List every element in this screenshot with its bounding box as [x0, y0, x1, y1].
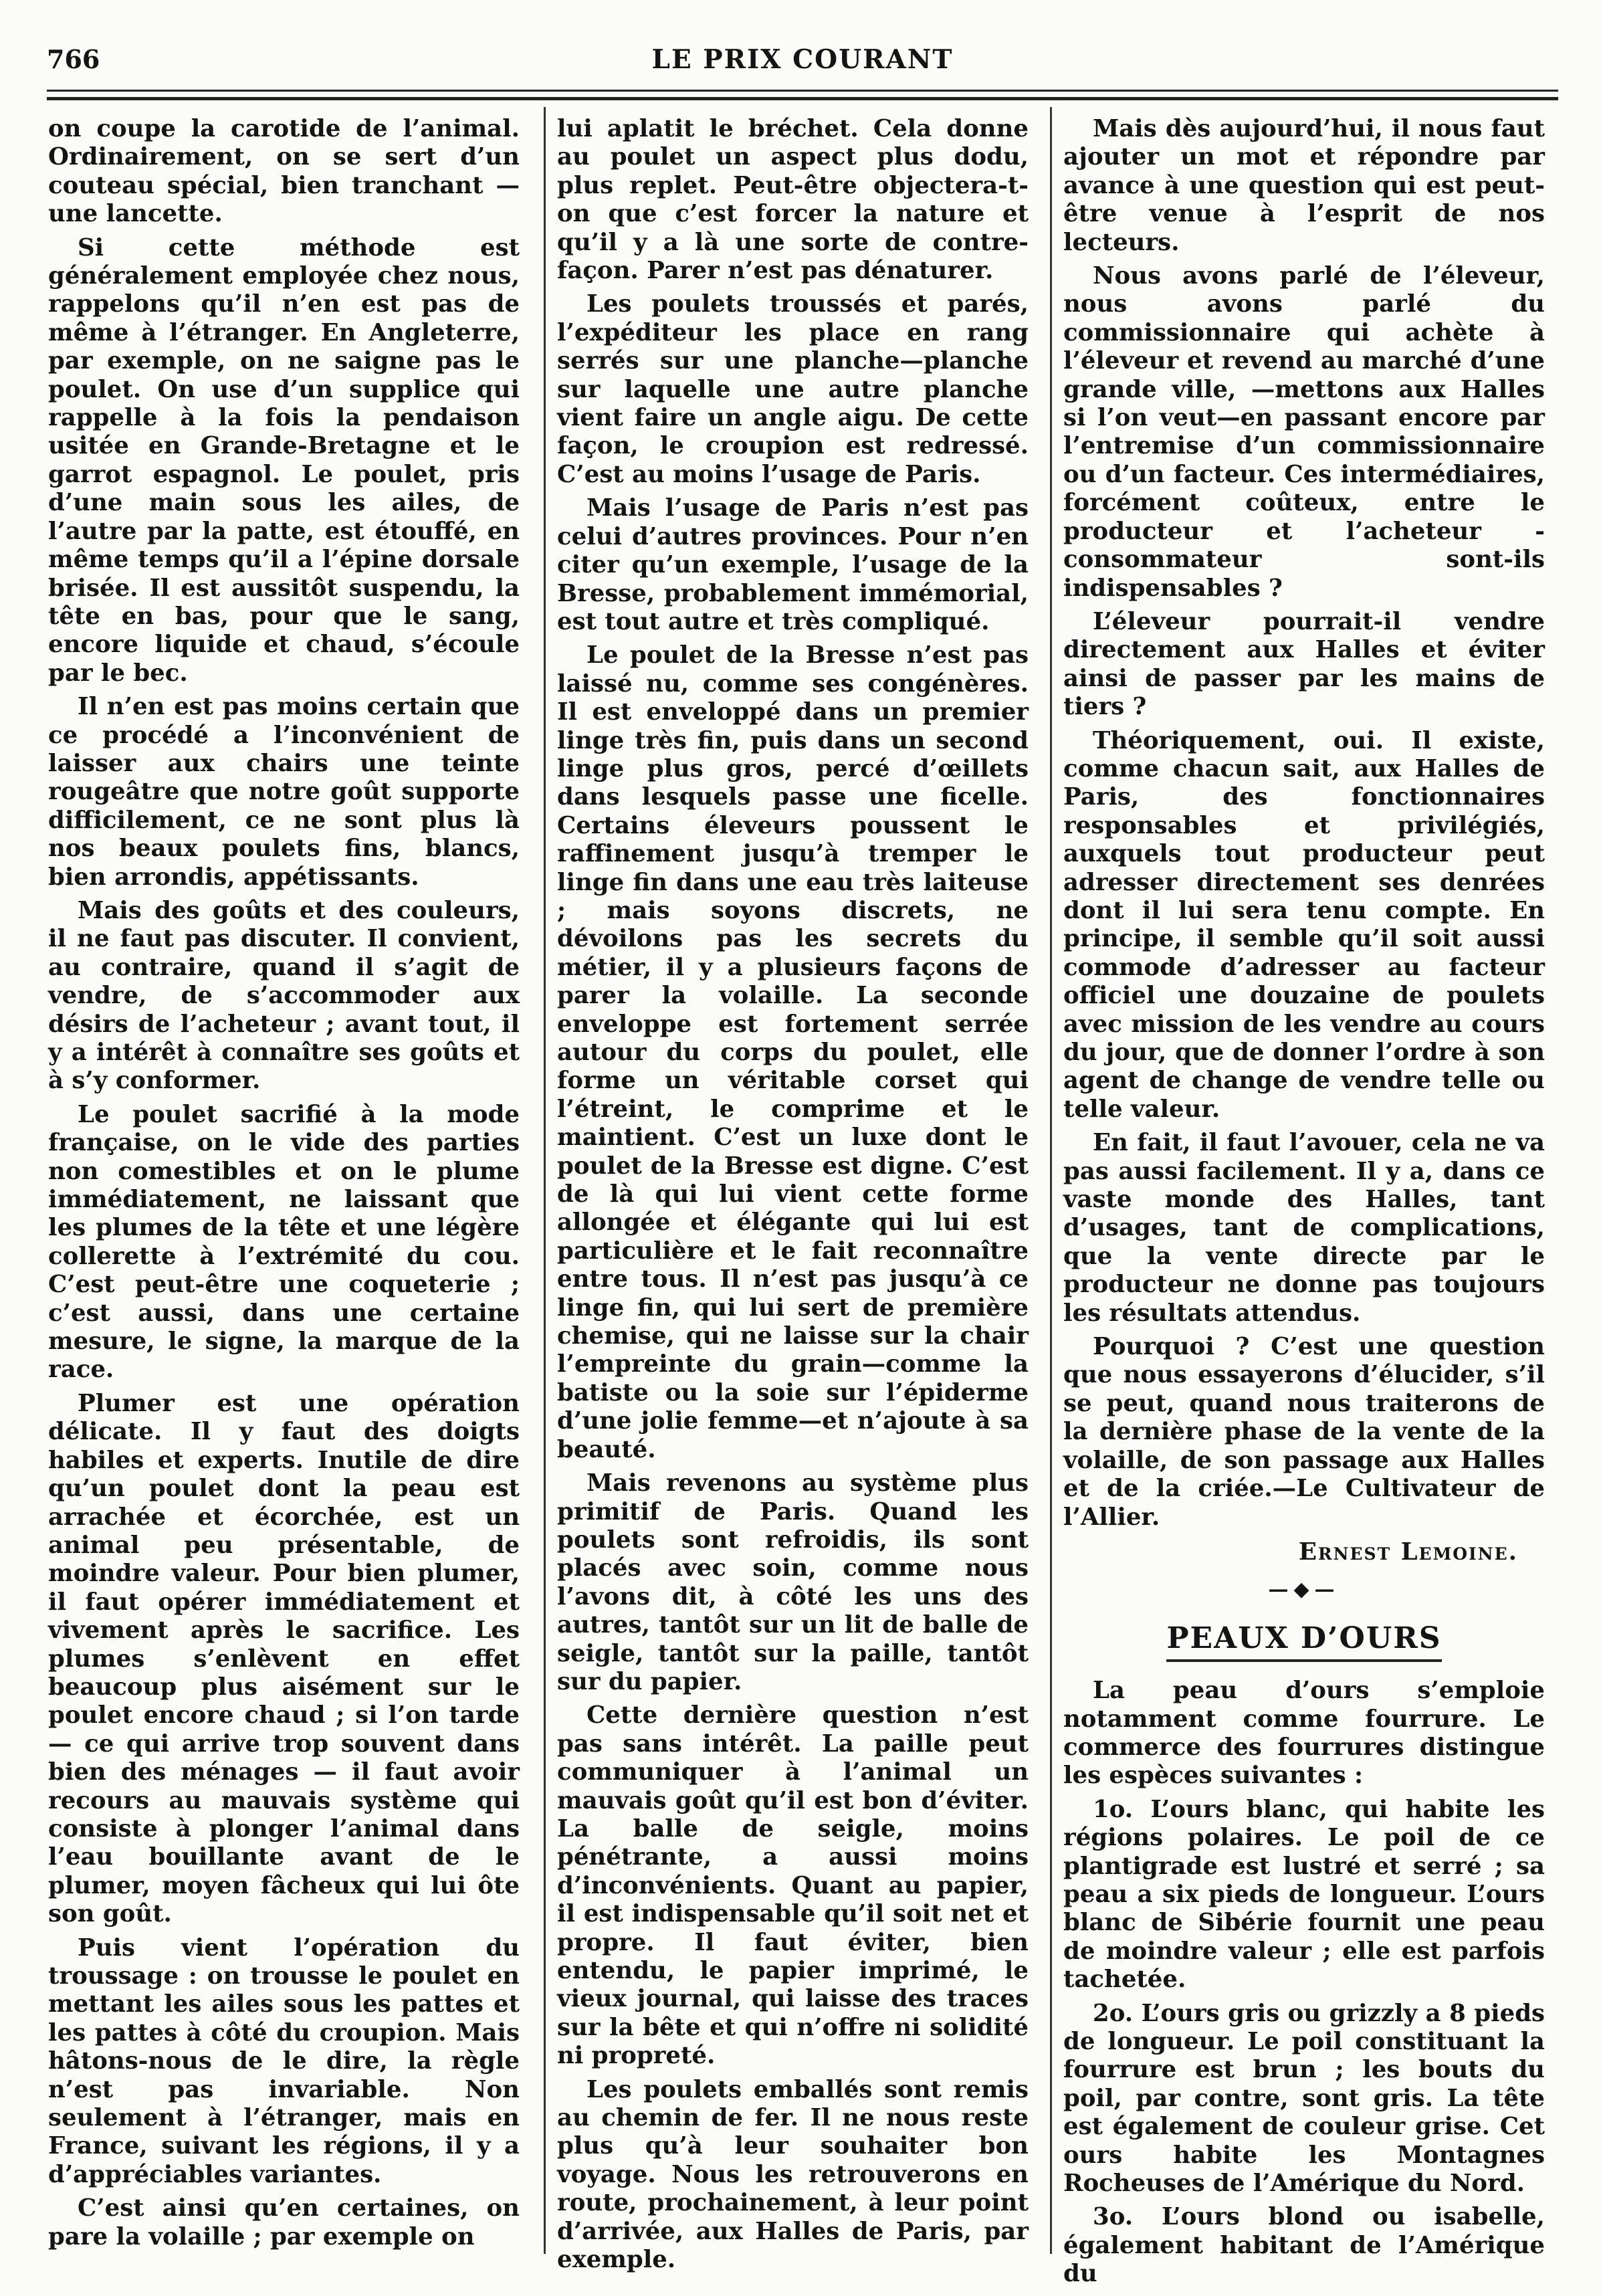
paragraph: Pourquoi ? C’est une question que nous essayerons d’élucider, s’il se peut, quand nous traiterons de la dernière phase de la vente de la volaille, de son passage aux Halles et de la criée.—Le Cultivateur de l’Allier. — [1063, 1333, 1545, 1531]
paragraph: Il n’en est pas moins certain que ce procédé a l’inconvénient de laisser aux chairs une teinte rougeâtre que notre goût supporte difficilement, ce ne sont plus là nos beaux poulets fins, blancs, bien arrondis, appétissants. — [48, 693, 520, 891]
paragraph: Mais dès aujourd’hui, il nous faut ajouter un mot et répondre par avance à une question qui est peut-être venue à l’esprit de nos lecteurs. — [1063, 115, 1545, 256]
column-1 — [48, 115, 520, 2249]
column-divider-2 — [1050, 107, 1052, 2254]
paragraph: Puis vient l’opération du troussage : on trousse le poulet en mettant les ailes sous les pattes et les pattes à côté du croupion. Mais hâtons-nous de le dire, la règle n’est pas invariable. Non seulement à l’étranger, mais en France, suivant les régions, il y a d’appréciables variantes. — [48, 1934, 520, 2188]
paragraph: Nous avons parlé de l’éleveur, nous avons parlé du commissionnaire qui achète à l’éleveur et revend au marché d’une grande ville, —mettons aux Halles si l’on veut—en passant encore par l’entremise d’un commissionnaire ou d’un facteur. Ces intermédiaires, forcément coûteux, entre le producteur et l’acheteur - consommateur sont-ils indispensables ? — [1063, 262, 1545, 602]
paragraph: 3o. L’ours blond ou isabelle, également habitant de l’Amérique du — [1063, 2203, 1545, 2288]
paragraph: Si cette méthode est généralement employée chez nous, rappelons qu’il n’en est pas de même à l’étranger. En Angleterre, par exemple, on ne saigne pas le poulet. On use d’un supplice qui rappelle à la fois la pendaison usitée en Grande-Bretagne et le garrot espagnol. Le poulet, pris d’une main sous les ailes, de l’autre par la patte, est étouffé, en même temps qu’il a l’épine dorsale brisée. Il est aussitôt suspendu, la tête en bas, pour que le sang, encore liquide et chaud, s’écoule par le bec. — [48, 233, 520, 687]
paragraph: Mais l’usage de Paris n’est pas celui d’autres provinces. Pour n’en citer qu’un exemple, l’usage de la Bresse, probablement immémorial, est tout autre et très compliqué. — [557, 494, 1029, 635]
paragraph: 1o. L’ours blanc, qui habite les régions polaires. Le poil de ce plantigrade est lustré et serré ; sa peau a six pieds de longueur. L’ours blanc de Sibérie fournit une peau de moindre valeur ; elle est parfois tachetée. — [1063, 1795, 1545, 1994]
paragraph: Mais des goûts et des couleurs, il ne faut pas discuter. Il convient, au contraire, quand il s’agit de vendre, de s’accommoder aux désirs de l’acheteur ; avant tout, il y a intérêt à connaître ses goûts et à s’y conformer. — [48, 896, 520, 1095]
paragraph: Les poulets emballés sont remis au chemin de fer. Il ne nous reste plus qu’à leur souhaiter bon voyage. Nous les retrouverons en route, prochainement, à leur point d’arrivée, aux Halles de Paris, par exemple. — [557, 2075, 1029, 2274]
paragraph: Théoriquement, oui. Il existe, comme chacun sait, aux Halles de Paris, des fonctionnaires responsables et privilégiés, auxquels tout producteur peut adresser directement ses denrées dont il lui sera tenu compte. En principe, il semble qu’il soit aussi commode d’adresser au facteur officiel une douzaine de poulets avec mission de les vendre au cours du jour, que de donner l’ordre à son agent de change de vendre telle ou telle valeur. — [1063, 726, 1545, 1123]
author-signature: Ernest Lemoine. — [1298, 1538, 1518, 1566]
paragraph: 2o. L’ours gris ou grizzly a 8 pieds de longueur. Le poil constituant la fourrure est brun ; les bouts du poil, par contre, sont gris. La tête est également de couleur grise. Cet ours habite les Montagnes Rocheuses de l’Amérique du Nord. — [1063, 1999, 1545, 2198]
page-number: 766 — [47, 44, 100, 74]
paragraph: Le poulet de la Bresse n’est pas laissé nu, comme ses congénères. Il est enveloppé dans un premier linge très fin, puis dans un second linge plus gros, percé d’œillets dans lesquels passe une ficelle. Certains éleveurs poussent le raffinement jusqu’à tremper le linge fin dans une eau très laiteuse ; mais soyons discrets, ne dévoilons pas les secrets du métier, il y a plusieurs façons de parer la volaille. La seconde enveloppe est fortement serrée autour du corps du poulet, elle forme un véritable corset qui l’étreint, le comprime et le maintient. C’est un luxe dont le poulet de la Bresse est digne. C’est de là qui lui vient cette forme allongée et élégante qui lui est particulière et le fait reconnaître entre tous. Il n’est pas jusqu’à ce linge fin, qui lui sert de première chemise, qui ne laisse sur la chair l’empreinte du grain—comme la batiste ou la soie sur l’épiderme d’une jolie femme—et n’ajoute à sa beauté. — [557, 641, 1029, 1463]
header-rule-thin — [47, 90, 1558, 92]
column-divider-1 — [544, 107, 546, 2254]
running-title: LE PRIX COURANT — [651, 44, 954, 75]
paragraph: Cette dernière question n’est pas sans intérêt. La paille peut communiquer à l’animal un mauvais goût qu’il est bon d’éviter. La balle de seigle, moins pénétrante, a aussi moins d’inconvénients. Quant au papier, il est indispensable qu’il soit net et propre. Il faut éviter, bien entendu, le papier imprimé, le vieux journal, qui laisse des traces sur la bête et qui n’offre ni solidité ni propreté. — [557, 1701, 1029, 2070]
paragraph: Le poulet sacrifié à la mode française, on le vide des parties non comestibles et on le plume immédiatement, ne laissant que les plumes de la tête et une légère collerette à l’extrémité du cou. C’est peut-être une coqueterie ; c’est aussi, dans une certaine mesure, le signe, la marque de la race. — [48, 1100, 520, 1384]
header-rule-thick — [47, 97, 1558, 100]
page-header — [47, 44, 1558, 84]
paragraph: on coupe la carotide de l’animal. Ordinairement, on se sert d’un couteau spécial, bien tranchant — une lancette. — [48, 115, 520, 228]
section-separator: —◆— — [1268, 1578, 1340, 1602]
section-title-text: PEAUX D’OURS — [1166, 1621, 1441, 1662]
paragraph: Mais revenons au système plus primitif de Paris. Quand les poulets sont refroidis, ils sont placés avec soin, comme nous l’avons dit, à côté les uns des autres, tantôt sur un lit de balle de seigle, tantôt sur la paille, tantôt sur du papier. — [557, 1469, 1029, 1695]
paragraph: Plumer est une opération délicate. Il y faut des doigts habiles et experts. Inutile de dire qu’un poulet dont la peau est arrachée et écorchée, est un animal peu présentable, de moindre valeur. Pour bien plumer, il faut opérer immédiatement et vivement après le sacrifice. Les plumes s’enlèvent en effet beaucoup plus aisément sur le poulet encore chaud ; si l’on tarde — ce qui arrive trop souvent dans bien des ménages — il faut avoir recours au mauvais système qui consiste à plonger l’animal dans l’eau bouillante avant de le plumer, moyen fâcheux qui lui ôte son goût. — [48, 1389, 520, 1928]
section-title — [1063, 1621, 1545, 1655]
column-2 — [557, 115, 1029, 2274]
paragraph: La peau d’ours s’emploie notamment comme fourrure. Le commerce des fourrures distingue les espèces suivantes : — [1063, 1677, 1545, 1790]
paragraph: C’est ainsi qu’en certaines, on pare la volaille ; par exemple on — [48, 2194, 520, 2251]
paragraph: lui aplatit le bréchet. Cela donne au poulet un aspect plus dodu, plus replet. Peut-être objectera-t-on que c’est forcer la nature et qu’il y a là une sorte de contre-façon. Parer n’est pas dénaturer. — [557, 115, 1029, 285]
paragraph: En fait, il faut l’avouer, cela ne va pas aussi facilement. Il y a, dans ce vaste monde des Halles, tant d’usages, tant de complications, que la vente directe par le producteur ne donne pas toujours les résultats attendus. — [1063, 1129, 1545, 1327]
paragraph: Les poulets troussés et parés, l’expéditeur les place en rang serrés sur une planche—planche sur laquelle une autre planche vient faire un angle aigu. De cette façon, le croupion est redressé. C’est au moins l’usage de Paris. — [557, 290, 1029, 488]
paragraph: L’éleveur pourrait-il vendre directement aux Halles et éviter ainsi de passer par les mains de tiers ? — [1063, 607, 1545, 721]
column-3 — [1063, 115, 1545, 2288]
